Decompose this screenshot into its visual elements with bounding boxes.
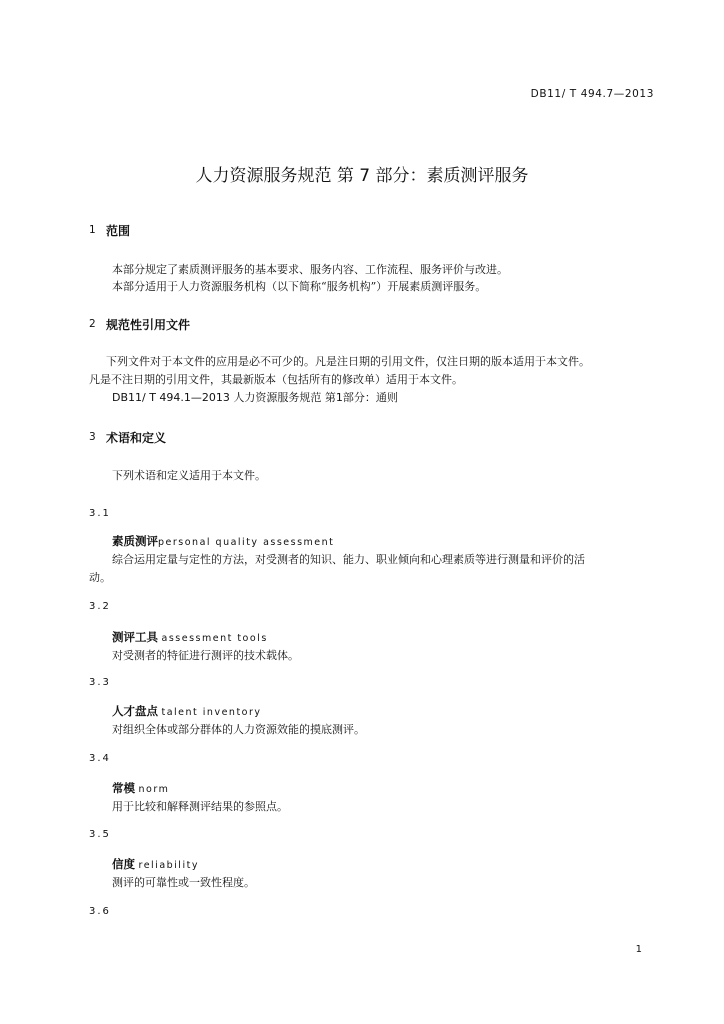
- term-number: 3.1: [89, 508, 111, 519]
- section-number: 1: [89, 224, 96, 236]
- section-heading: 范围: [106, 224, 131, 238]
- term-definition: 对受测者的特征进行测评的技术载体。: [112, 649, 299, 662]
- term-name-zh: 常模: [112, 781, 135, 795]
- term-entry: [112, 703, 262, 719]
- term-number: 3.3: [89, 677, 111, 688]
- section-number: 3: [89, 431, 96, 443]
- paragraph: 下列术语和定义适用于本文件。: [112, 469, 266, 482]
- term-definition: 对组织全体或部分群体的人力资源效能的摸底测评。: [112, 723, 365, 736]
- paragraph: 凡是不注日期的引用文件，其最新版本（包括所有的修改单）适用于本文件。: [89, 373, 463, 386]
- section-heading: 规范性引用文件: [106, 318, 191, 332]
- paragraph: 本部分规定了素质测评服务的基本要求、服务内容、工作流程、服务评价与改进。: [112, 263, 508, 276]
- section-heading: 术语和定义: [106, 431, 167, 445]
- term-name-zh: 测评工具: [112, 630, 158, 644]
- standard-code-header: DB11/ T 494.7—2013: [530, 88, 654, 100]
- term-name-en: personal quality assessment: [158, 537, 335, 548]
- term-entry: [112, 533, 334, 549]
- term-entry: [112, 856, 199, 872]
- term-name-zh: 人才盘点: [112, 704, 158, 718]
- term-name-en: reliability: [138, 860, 199, 871]
- term-definition: 用于比较和解释测评结果的参照点。: [112, 800, 288, 813]
- term-number: 3.6: [89, 906, 111, 917]
- paragraph: 本部分适用于人力资源服务机构（以下简称“服务机构”）开展素质测评服务。: [112, 280, 487, 293]
- document-title: 人力资源服务规范 第 7 部分：素质测评服务: [195, 166, 529, 186]
- term-name-zh: 素质测评: [112, 534, 158, 548]
- term-entry: [112, 780, 169, 796]
- term-definition-continued: 动。: [89, 571, 111, 584]
- term-name-en: norm: [138, 784, 170, 795]
- term-number: 3.5: [89, 829, 111, 840]
- paragraph: 下列文件对于本文件的应用是必不可少的。凡是注日期的引用文件，仅注日期的版本适用于本文件。: [106, 355, 590, 368]
- term-name-en: talent inventory: [161, 707, 262, 718]
- term-number: 3.2: [89, 601, 111, 612]
- term-definition: 综合运用定量与定性的方法，对受测者的知识、能力、职业倾向和心理素质等进行测量和评价的活: [112, 553, 585, 566]
- section-number: 2: [89, 318, 96, 330]
- term-name-en: assessment tools: [161, 633, 268, 644]
- term-name-zh: 信度: [112, 857, 135, 871]
- page-number: 1: [635, 944, 642, 955]
- term-entry: [112, 629, 268, 645]
- term-definition: 测评的可靠性或一致性程度。: [112, 876, 255, 889]
- term-number: 3.4: [89, 753, 111, 764]
- normative-reference: DB11/ T 494.1—2013 人力资源服务规范 第1部分：通则: [112, 391, 398, 404]
